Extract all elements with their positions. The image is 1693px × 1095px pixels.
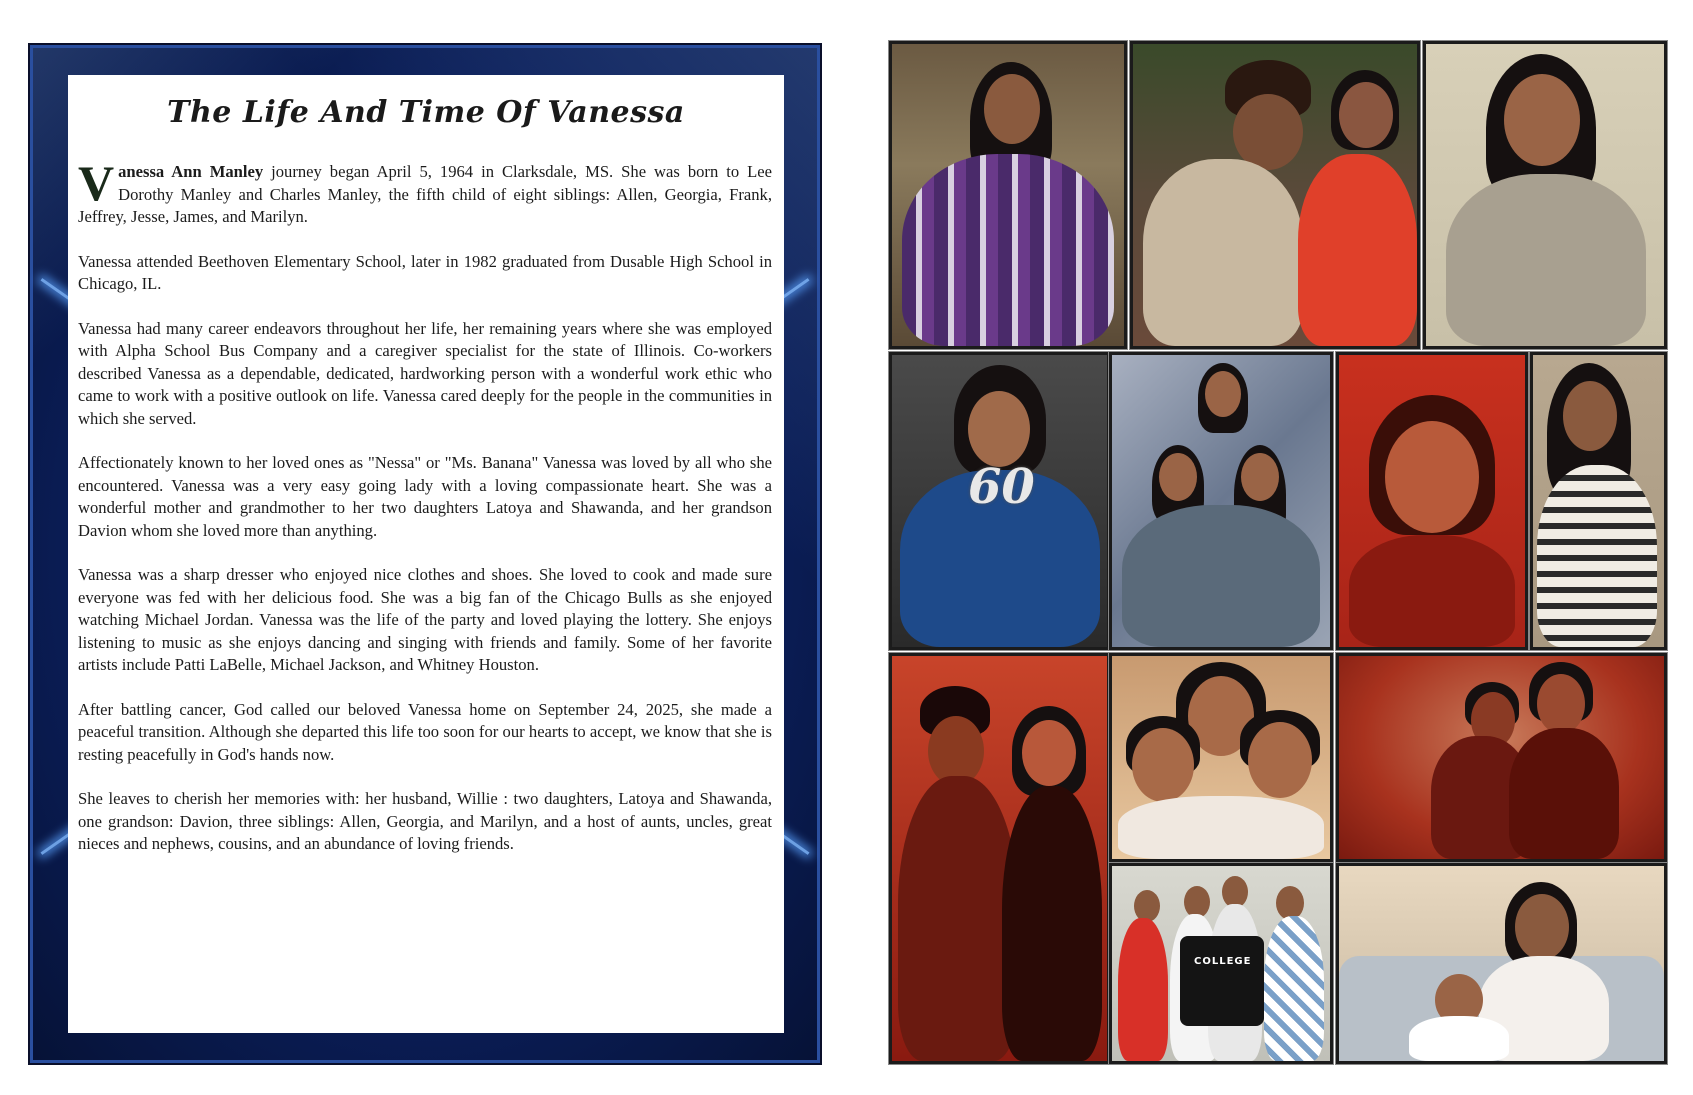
bio-paragraph-3: Vanessa had many career endeavors throughout her life, her remaining years where she was employed with Alpha School Bus Company and a caregiver specialist for the state of Illinois. Co-workers described Vanessa as a dependable, dedicated, hardworking person with a wonderful work ethic who came to work with a positive outlook on life. Vanessa cared deeply for the people in the communities in which she served. <box>78 318 772 428</box>
obituary-frame <box>28 43 822 1065</box>
bio-paragraph-4: Affectionately known to her loved ones as "Nessa" or "Ms. Banana" Vanessa was loved by all who she encountered. Vanessa was a very easy going lady with a loving compassionate heart. She was a wonderful mother and grandmother to her two daughters Latoya and Shawanda, and her grandson Davion whom she loved more than anything. <box>78 453 772 540</box>
photo-figure <box>1002 786 1102 1061</box>
photo-face <box>1276 886 1304 920</box>
photo-face <box>1132 728 1194 802</box>
photo-face <box>1515 894 1569 960</box>
photo-figure <box>1122 505 1320 647</box>
bio-paragraph-5: Vanessa was a sharp dresser who enjoyed nice clothes and shoes. She loved to cook and made sure everyone was fed with her delicious food. She was a big fan of the Chicago Bulls as she enjoyed watching Michael Jordan. Vanessa was the life of the party and loved playing the lottery. She enjoys listening to music as she enjoys dancing and singing with friends and family. Some of her favorite artists include Patti LaBelle, Michael Jackson, and Whitney Houston. <box>78 565 772 674</box>
drop-cap: V <box>78 155 115 211</box>
photo-figure <box>898 776 1018 1061</box>
photo-woman-purple-striped-top <box>889 41 1127 349</box>
photo-figure <box>902 154 1114 346</box>
photo-face <box>968 391 1030 467</box>
bio-paragraph-1-text: journey began April 5, 1964 in Clarksdale, MS. She was born to Lee Dorothy Manley and Charles Manley, the fifth child of eight siblings: Allen, Georgia, Frank, Jeffrey, Jesse, James, and Marilyn. <box>78 162 772 226</box>
photo-baby <box>1409 1016 1509 1061</box>
full-name: anessa Ann Manley <box>118 162 264 181</box>
photo-figure <box>1509 728 1619 859</box>
photo-face <box>1248 722 1312 798</box>
bio-paragraph-6: After battling cancer, God called our beloved Vanessa home on September 24, 2025, she made a peaceful transition. Although she departed this life too soon for our hearts to accept, we know that she is resting peacefully in God's hands now. <box>78 699 772 764</box>
tshirt-text: COLLEGE <box>1194 956 1252 967</box>
photo-couple-red-tint <box>889 653 1110 1064</box>
photo-figure <box>1298 154 1417 346</box>
photo-face <box>1022 720 1076 786</box>
bio-paragraph-7: She leaves to cherish her memories with: her husband, Willie : two daughters, Latoya and Shawanda, one grandson: Davion, three siblings: Allen, Georgia, and Marilyn, and a host of aunts, uncles, great nieces and nephews, cousins, and an abundance of loving friends. <box>78 789 772 853</box>
photo-mother-with-two-girls <box>1109 653 1333 862</box>
photo-face <box>1385 421 1479 533</box>
photo-figure <box>1143 159 1303 346</box>
photo-figure <box>1537 465 1657 647</box>
photo-face <box>1205 371 1241 417</box>
photo-figure <box>1446 174 1646 346</box>
photo-face <box>1241 453 1279 501</box>
photo-figure <box>1118 796 1324 859</box>
photo-face <box>1233 94 1303 170</box>
bio-paragraph-1 <box>78 155 772 229</box>
biography <box>78 155 772 878</box>
photo-family-college-shirt <box>1109 863 1333 1064</box>
photo-face <box>1504 74 1580 166</box>
photo-face <box>1339 82 1393 148</box>
photo-face <box>1159 453 1197 501</box>
photo-figure <box>1264 916 1324 1061</box>
bio-paragraph-2: Vanessa attended Beethoven Elementary School, later in 1982 graduated from Dusable High School in Chicago, IL. <box>78 251 772 293</box>
photo-face <box>984 74 1040 144</box>
photo-woman-striped-shirt <box>1530 352 1667 650</box>
obituary-text-panel <box>68 75 784 1033</box>
photo-two-women-fur-hat <box>1130 41 1420 349</box>
page-title: The Life And Time Of Vanessa <box>167 95 685 130</box>
photo-woman-gray-tank-top <box>1423 41 1667 349</box>
photo-woman-holding-baby <box>1336 863 1667 1064</box>
photo-face <box>1537 674 1585 734</box>
photo-figure <box>1118 918 1168 1061</box>
photo-figure <box>1349 535 1515 647</box>
photo-mother-and-daughters-portrait <box>1109 352 1333 650</box>
photo-college-tshirt <box>1180 936 1264 1026</box>
photo-woman-sixty-birthday <box>889 352 1110 650</box>
photo-couple-wicker-chair <box>1336 653 1667 862</box>
photo-young-woman-red-tint <box>1336 352 1528 650</box>
photo-face <box>1563 381 1617 451</box>
birthday-number-candles: 60 <box>968 459 1035 515</box>
